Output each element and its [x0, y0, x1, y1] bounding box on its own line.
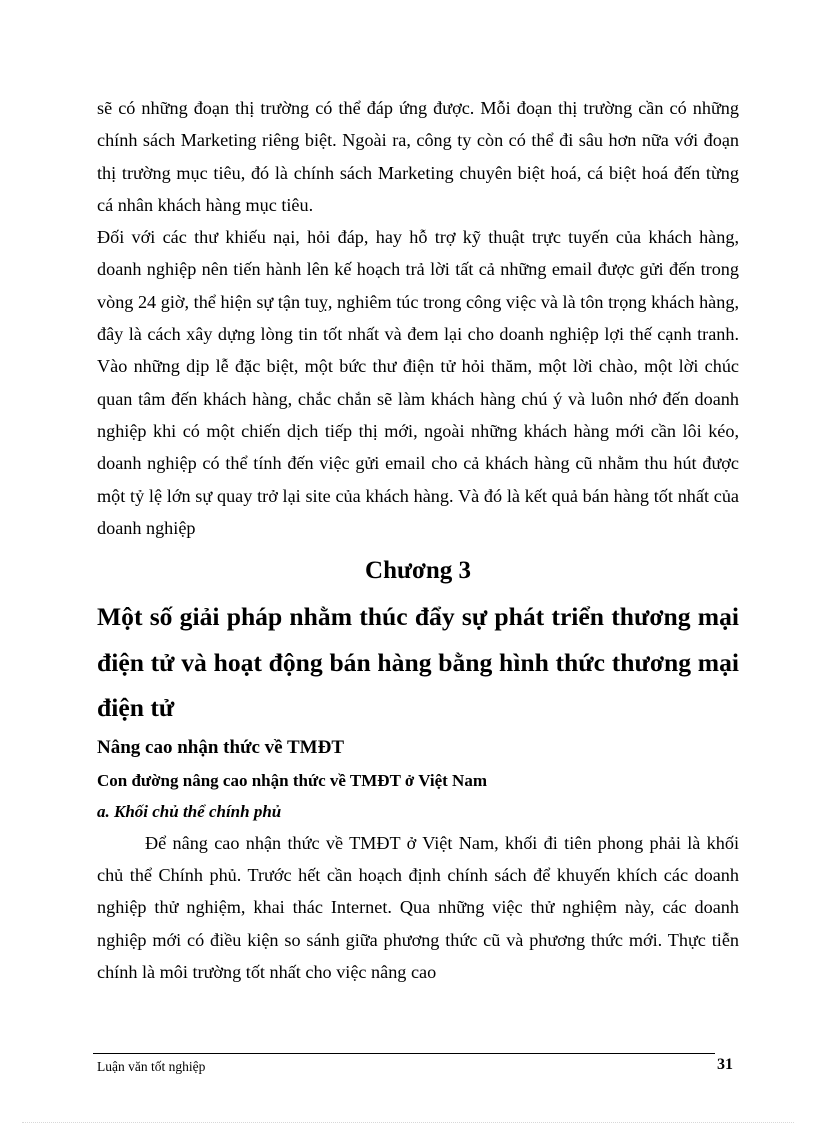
body-paragraph: Để nâng cao nhận thức về TMĐT ở Việt Nam, khối đi tiên phong phải là khối chủ thể Chính phủ. Trước hết cần hoạch định chính sách để khuyến khích các doanh nghiệp thử nghiệm, khai thác Internet. Qua những việc thử nghiệm này, các doanh nghiệp mới có điều kiện so sánh giữa phương thức cũ và phương thức mới. Thực tiễn chính là môi trường tốt nhất cho việc nâng cao — [97, 832, 739, 982]
chapter-label: Chương 3 — [365, 557, 471, 585]
chapter-title: Một số giải pháp nhằm thúc đẩy sự phát triển thương mại điện tử và hoạt động bán hàng bằng hình thức thương mại điện tử — [97, 602, 739, 723]
body-paragraph: sẽ có những đoạn thị trường có thể đáp ứng được. Mỗi đoạn thị trường cần có những chính sách Marketing riêng biệt. Ngoài ra, công ty còn có thể đi sâu hơn nữa với đoạn thị trường mục tiêu, đó là chính sách Marketing chuyên biệt hoá, cá biệt hoá đến từng cá nhân khách hàng mục tiêu. — [97, 98, 739, 215]
page-content — [97, 92, 739, 988]
page-number: 31 — [717, 1056, 733, 1073]
section-heading-level-2: Con đường nâng cao nhận thức về TMĐT ở Việt Nam — [97, 770, 487, 790]
footer-divider — [93, 1053, 715, 1054]
footer-label: Luận văn tốt nghiệp — [97, 1059, 206, 1074]
body-paragraph: Đối với các thư khiếu nại, hỏi đáp, hay hỗ trợ kỹ thuật trực tuyến của khách hàng, doanh nghiệp nên tiến hành lên kế hoạch trả lời tất cả những email được gửi đến trong vòng 24 giờ, thể hiện sự tận tuỵ, nghiêm túc trong công việc và là tôn trọng khách hàng, đây là cách xây dựng lòng tin tốt nhất và đem lại cho doanh nghiệp lợi thế cạnh tranh. Vào những dịp lễ đặc biệt, một bức thư điện tử hỏi thăm, một lời chào, một lời chúc quan tâm đến khách hàng, chắc chắn sẽ làm khách hàng chú ý và luôn nhớ đến doanh nghiệp khi có một chiến dịch tiếp thị mới, ngoài những khách hàng mới cần lôi kéo, doanh nghiệp có thể tính đến việc gửi email cho cả khách hàng cũ nhằm thu hút được một tỷ lệ lớn sự quay trở lại site của khách hàng. Và đó là kết quả bán hàng tốt nhất của doanh nghiệp — [97, 227, 739, 538]
section-heading-level-1: Nâng cao nhận thức về TMĐT — [97, 736, 344, 758]
section-heading-level-3: a. Khối chủ thể chính phủ — [97, 801, 282, 821]
